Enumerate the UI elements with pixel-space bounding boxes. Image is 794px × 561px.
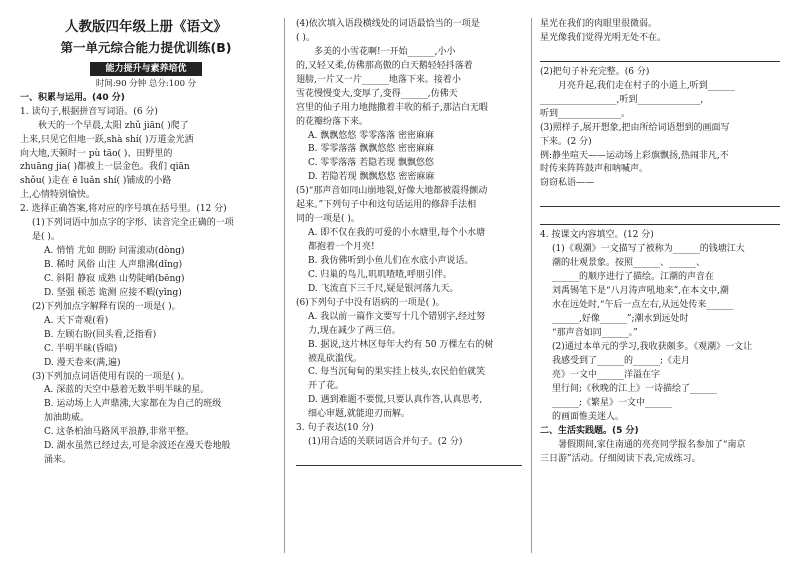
text-line: D. 飞流直下三千尺,疑是银河落九天。: [308, 283, 459, 294]
text-line: C. 每当沉甸甸的果实挂上枝头,农民伯伯就笑: [308, 367, 486, 378]
text-line: 1. 读句子,根据拼音写词语。(6 分): [20, 106, 158, 117]
text-line: 被乱砍滥伐。: [308, 353, 363, 364]
text-line: shǒu( )走在 ē luǎn shí( )铺成的小路: [20, 176, 172, 187]
text-line: D. 若隐若现 飘飘悠悠 密密麻麻: [308, 172, 435, 183]
text-line: ( )。: [296, 32, 315, 43]
text-line: A. 悄悄 尤如 朗盼 问雷滚动(dòng): [44, 246, 185, 257]
column-right: [540, 18, 780, 555]
text-line: (1)用合适的关联词语合并句子。(2 分): [308, 437, 463, 448]
column-divider: [284, 18, 285, 553]
answer-line[interactable]: [540, 211, 780, 225]
text-line: 星光在我们的肉眼里很微弱。: [540, 19, 658, 29]
text-line: A. 飘飘悠悠 零零落落 密密麻麻: [308, 130, 434, 141]
text-line: C. 半明半昧(昏暗): [44, 343, 118, 354]
right-questions-c: [540, 229, 780, 467]
text-line: B. 稀时 风俗 山注 人声鼎沸(dǐng): [44, 260, 183, 271]
text-line: 亮》一文中______洋溢在字: [552, 369, 661, 380]
text-line: 星光像我们觉得光明无处不在。: [540, 32, 667, 43]
text-line: _________________,听到______________,: [540, 94, 704, 105]
text-line: 雪花慢慢变大,变厚了,变得______,仿佛天: [296, 88, 458, 99]
text-line: D. 漫天卷来(满,遍): [44, 357, 121, 368]
text-line: (1)《观潮》一文描写了被称为______的钱塘江大: [552, 244, 745, 255]
text-line: (2)通过本单元的学习,我收获颇多。《观潮》一文让: [552, 341, 753, 352]
text-line: 2. 选择正确答案,将对应的序号填在括号里。(12 分): [20, 204, 227, 215]
text-line: C. 归巢的鸟儿,叽叽喳喳,呼朋引伴。: [308, 269, 453, 280]
text-line: 是( )。: [32, 232, 60, 243]
text-line: (4)依次填入语段横线处的词语最恰当的一项是: [296, 19, 480, 29]
text-line: (2)下列加点字解释有误的一项是( )。: [32, 301, 181, 312]
text-line: 三日游”活动。仔细阅读下表,完成练习。: [540, 454, 701, 465]
answer-line[interactable]: [296, 452, 522, 466]
text-line: ______的顺序进行了描绘。江潮的声音在: [552, 272, 715, 283]
text-line: 二、生活实践题。(5 分): [540, 426, 639, 437]
text-line: 上,心情特别愉快。: [20, 190, 95, 201]
column-divider: [531, 18, 532, 553]
text-line: 的画面惟美迷人。: [552, 411, 625, 422]
text-line: C. 斜阳 静寂 成熟 山势陡峭(bēng): [44, 273, 185, 284]
text-line: 多美的小雪花啊!一开始______,小小: [314, 46, 456, 57]
text-line: A. 即不仅在我的可爱的小水塘里,每个小水塘: [308, 228, 486, 239]
text-line: (5)“那声音如同山崩地裂,好像大地都被震得颤动: [296, 186, 488, 197]
time-score: 时间:90 分钟 总分:100 分: [95, 78, 197, 89]
text-line: 的花瓣纷落下来。: [296, 116, 369, 127]
page-title: 人教版四年级上册《语文》: [65, 19, 227, 35]
text-line: 暑假期间,家住南通的亮亮同学报名参加了“南京: [558, 440, 746, 451]
text-line: C. 这条柏油马路风平浪静,非常平整。: [44, 427, 195, 438]
text-line: 的,又轻又柔,仿佛那高傲的白天鹅轻轻抖落着: [296, 60, 473, 71]
text-line: A. 我以前一篇作文要写十几个错别字,经过努: [308, 311, 486, 322]
text-line: 水在远处时,“午后一点左右,从远处传来______: [552, 300, 734, 310]
text-line: 上来,只见它但地一跃,shà shí( )万道金光洒: [20, 134, 194, 145]
text-line: 潮的壮观景象。按照______、______、: [552, 258, 706, 269]
column-middle: [296, 18, 522, 555]
text-line: ______;《繁星》一文中______: [552, 397, 673, 408]
text-line: D. 湖水虽然已经过去,可是余波还在漫天卷地般: [44, 441, 231, 452]
text-line: B. 零零落落 飘飘悠悠 密密麻麻: [308, 144, 435, 155]
text-line: 涌来。: [44, 455, 72, 466]
page-subtitle: 第一单元综合能力提优训练(B): [60, 40, 232, 56]
text-line: 向大地,天顿时一 pù tāo( )、田野里的: [20, 148, 173, 159]
text-line: 例:静坐喧天——运动场上彩旗飘扬,热闹非凡,不: [540, 150, 729, 161]
text-line: 翅膀,一片又一片______地落下来。接着小: [296, 74, 461, 85]
text-line: 我感受到了______的______;《走月: [552, 355, 691, 366]
text-line: B. 运动场上人声鼎沸,大家都在为自己的班级: [44, 399, 222, 410]
text-line: 4. 按课文内容填空。(12 分): [540, 230, 654, 241]
text-line: 宫里的仙子用力地抛撒着丰收的稻子,那洁白无暇: [296, 102, 488, 113]
answer-line[interactable]: [540, 48, 780, 62]
text-line: 起来。”下列句子中和这句话运用的修辞手法相: [296, 200, 477, 211]
text-line: (2)把句子补充完整。(6 分): [540, 66, 650, 77]
text-line: (1)下列词语中加点字的字形、读音完全正确的一项: [32, 218, 234, 229]
text-line: 里行间;《秋晚的江上》一诗描绘了______: [552, 383, 718, 394]
text-line: A. 天下奇观(看): [44, 315, 109, 326]
text-line: 窃窃私语——: [540, 178, 595, 189]
text-line: 一、积累与运用。(40 分): [20, 92, 125, 103]
text-line: 秋天的一个早晨,太阳 zhǔ jiān( )爬了: [38, 120, 189, 131]
middle-questions: [296, 18, 522, 450]
text-line: ______,好像______”;潮水到远处时: [552, 313, 689, 324]
text-line: (3)照样子,展开想象,把由所给词语想到的画面写: [540, 122, 730, 133]
text-line: 都抱着一个月亮!: [308, 242, 375, 252]
badge-bar: 能力提升与素养培优: [90, 62, 202, 76]
text-line: 时传来阵阵鼓声和呐喊声。: [540, 164, 649, 175]
text-line: 力,现在减少了两三倍。: [308, 325, 401, 336]
text-line: A. 深蓝的天空中悬着无数半明半昧的星。: [44, 385, 210, 396]
text-line: 听到______________。: [540, 108, 631, 119]
text-line: 下来。(2 分): [540, 136, 592, 147]
text-line: 加油助威。: [44, 413, 90, 424]
left-questions: [20, 92, 272, 468]
text-line: 同的一项是( )。: [296, 214, 360, 225]
text-line: D. 坚强 顿恙 诡测 应接不暇(yǐng): [44, 287, 182, 298]
text-line: C. 零零落落 若隐若现 飘飘悠悠: [308, 158, 435, 169]
text-line: “那声音如同______。”: [552, 327, 638, 338]
text-line: 3. 句子表达(10 分): [296, 423, 374, 434]
text-line: 开了花。: [308, 381, 345, 392]
column-left: [20, 18, 272, 555]
text-line: 细心审题,就能迎刃而解。: [308, 409, 410, 420]
text-line: 月亮升起,我们走在村子的小道上,听到______: [558, 80, 735, 91]
right-questions-a: [540, 18, 780, 46]
text-line: (3)下列加点词语使用有误的一项是( )。: [32, 371, 190, 382]
text-line: (6)下列句子中没有语病的一项是( )。: [296, 297, 445, 308]
text-line: zhuāng jia( )都被上一层金色。我们 qiān: [20, 162, 190, 173]
answer-line[interactable]: [540, 193, 780, 207]
right-questions-b: [540, 66, 780, 191]
text-line: 刘禹锡笔下是“八月涛声吼地来”,在本文中,潮: [552, 286, 729, 297]
text-line: B. 我仿佛听到小鱼儿们在水底小声说话。: [308, 255, 474, 266]
text-line: D. 遇到难题不要慌,只要认真作答,认真思考,: [308, 395, 483, 406]
text-line: B. 据说,这片林区每年大约有 50 万棵左右的树: [308, 339, 494, 350]
text-line: B. 左顾右盼(回头看,泛指看): [44, 329, 157, 340]
